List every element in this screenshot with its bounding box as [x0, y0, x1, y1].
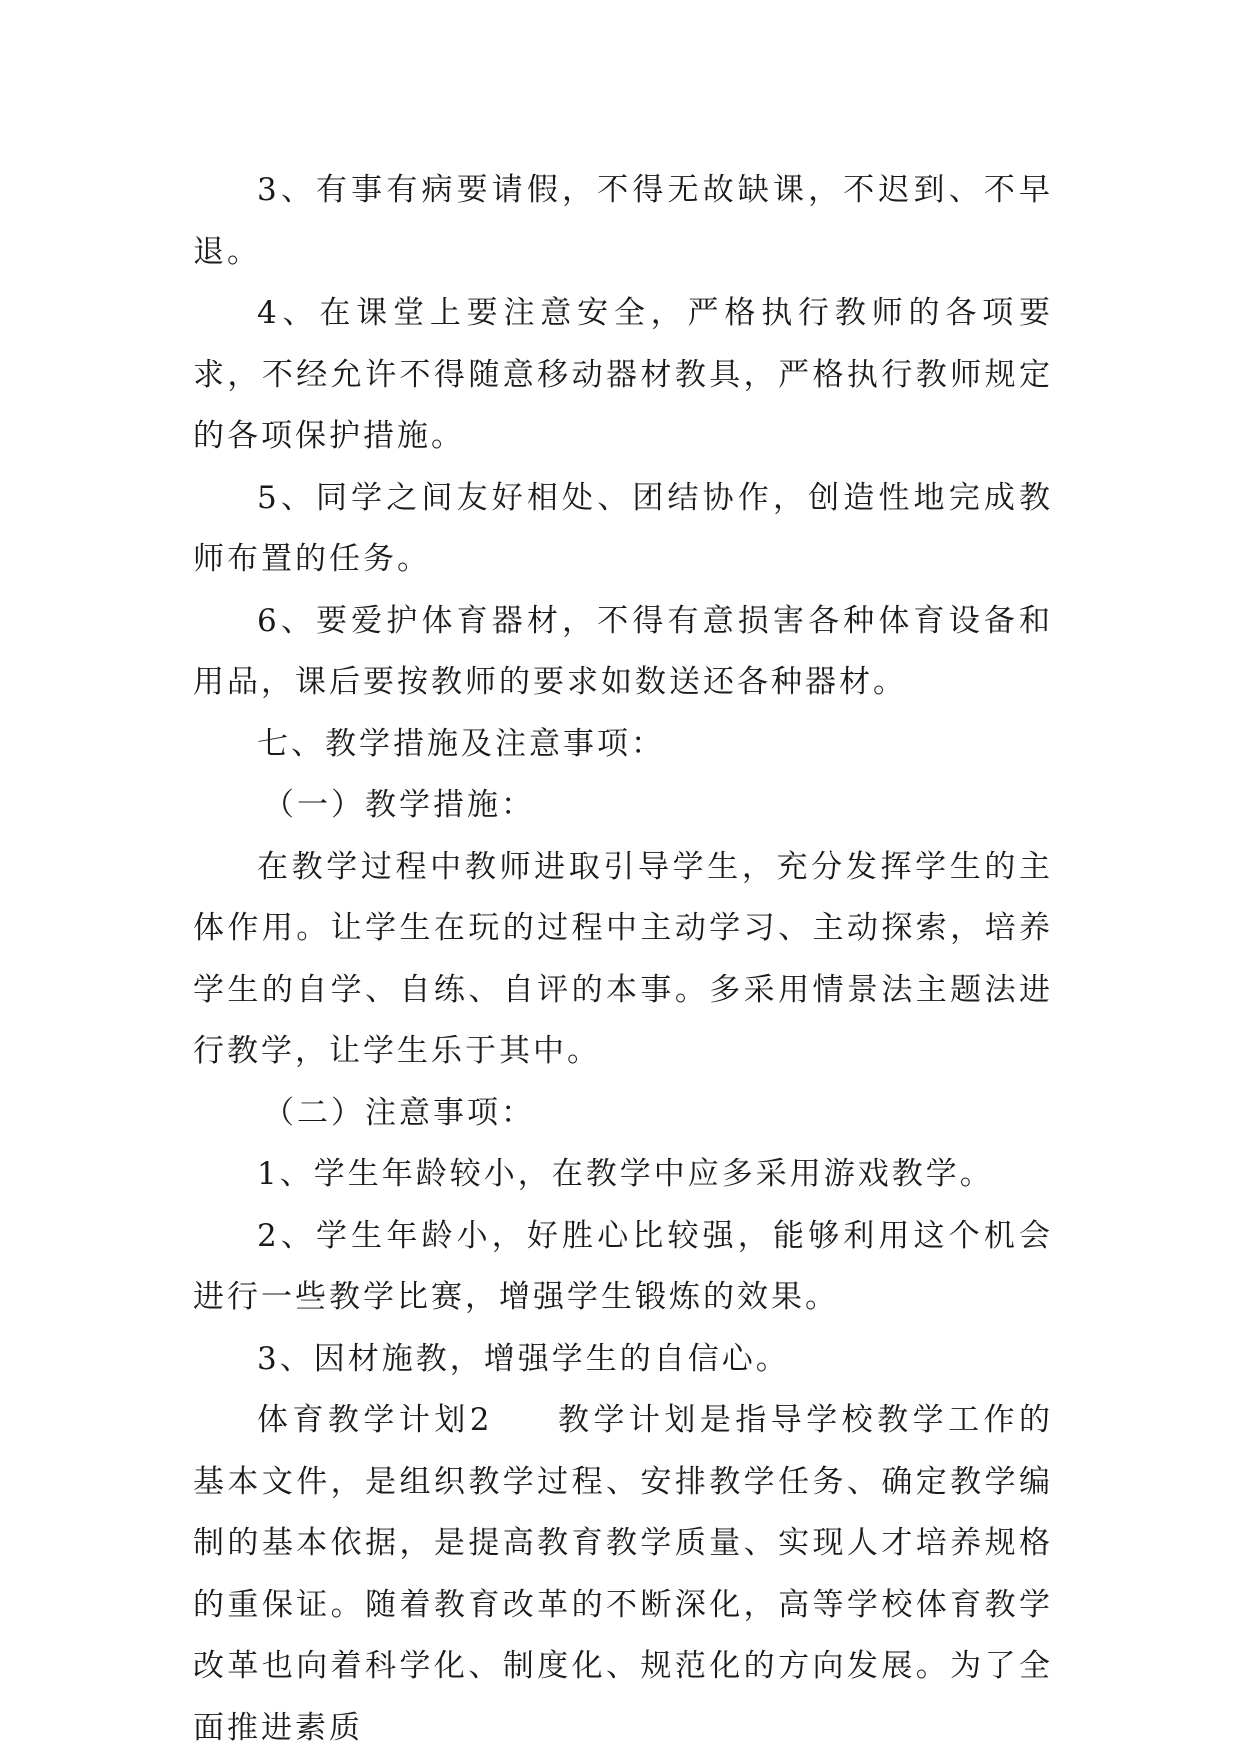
paragraph-rule-5: 5、同学之间友好相处、团结协作，创造性地完成教师布置的任务。 — [193, 479, 1053, 577]
subheading-teaching-measures: （一）教学措施： — [263, 787, 535, 823]
paragraph-rule-6: 6、要爱护体育器材，不得有意损害各种体育设备和用品，课后要按教师的要求如数送还各种器材。 — [193, 602, 1053, 700]
subheading-notes: （二）注意事项： — [263, 1094, 535, 1131]
paragraph-note-1: 1、学生年龄较小，在教学中应多采用游戏教学。 — [257, 1156, 994, 1192]
paragraph-teaching-measures: 在教学过程中教师进取引导学生，充分发挥学生的主体作用。让学生在玩的过程中主动学习、主动探索，培养学生的自学、自练、自评的本事。多采用情景法主题法进行教学，让学生乐于其中。 — [193, 848, 1053, 1069]
document-body — [193, 160, 1053, 1759]
paragraph-rule-3: 3、有事有病要请假，不得无故缺课，不迟到、不早退。 — [193, 172, 1053, 270]
paragraph-note-3: 3、因材施教，增强学生的自信心。 — [257, 1340, 790, 1377]
paragraph-rule-4: 4、在课堂上要注意安全，严格执行教师的各项要求，不经允许不得随意移动器材教具，严格执行教师规定的各项保护措施。 — [193, 295, 1053, 454]
section-heading-teaching-measures: 七、教学措施及注意事项： — [257, 725, 665, 762]
plan-2-heading: 体育教学计划2 — [257, 1402, 493, 1438]
paragraph-plan-2 — [193, 1390, 1053, 1759]
plan-2-text: 教学计划是指导学校教学工作的基本文件，是组织教学过程、安排教学任务、确定教学编制的基本依据，是提高教育教学质量、实现人才培养规格的重保证。随着教育改革的不断深化，高等学校体育教学改革也向着科学化、制度化、规范化的方向发展。为了全面推进素质 — [193, 1402, 1054, 1746]
paragraph-note-2: 2、学生年龄小，好胜心比较强，能够利用这个机会进行一些教学比赛，增强学生锻炼的效果。 — [193, 1217, 1053, 1315]
